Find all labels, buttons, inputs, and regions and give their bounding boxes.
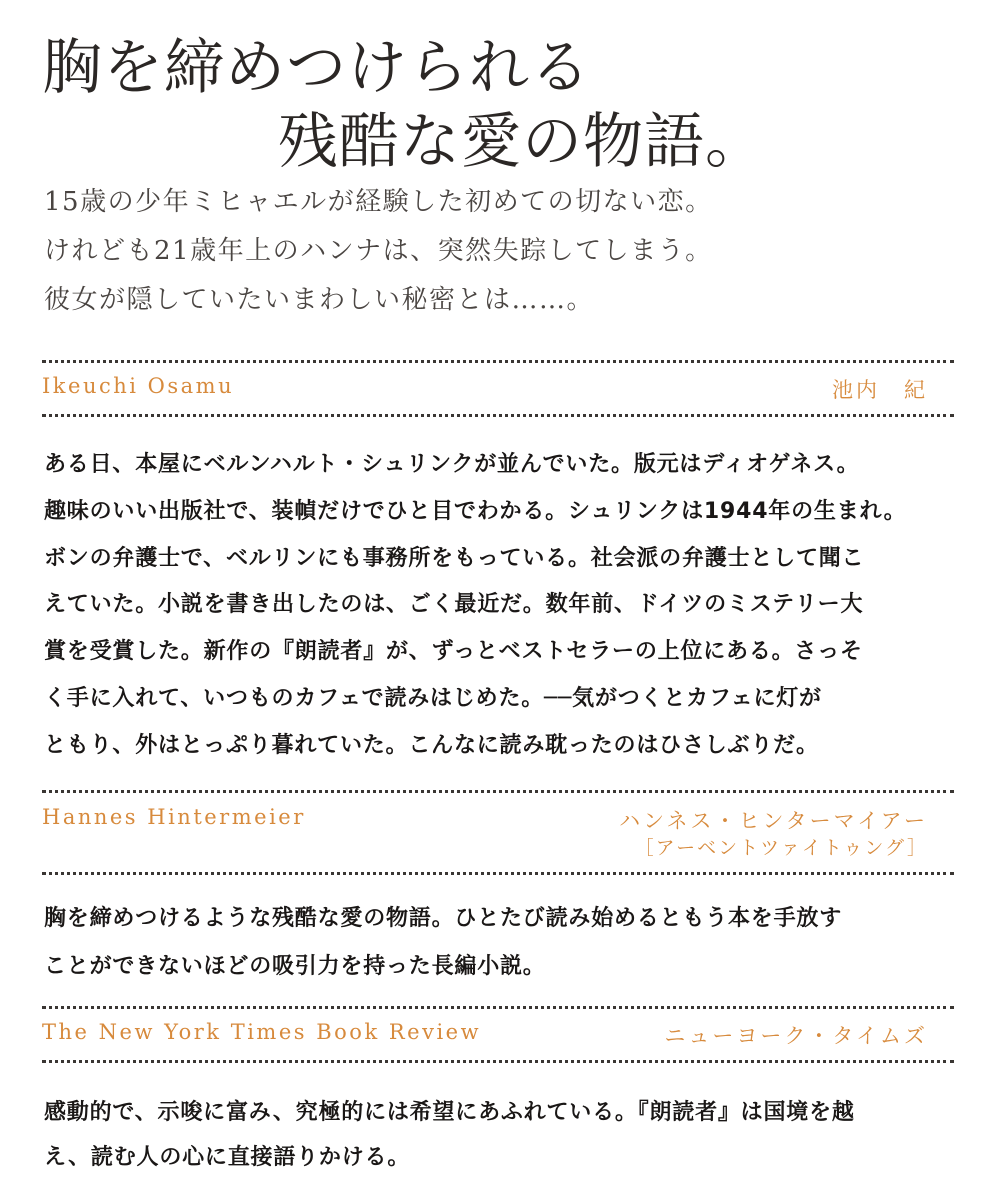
review-line: く手に入れて、いつものカフェで読みはじめた。──気がつくとカフェに灯が — [44, 685, 822, 711]
reviewer-name-en: The New York Times Book Review — [42, 1020, 482, 1044]
review-line: 賞を受賞した。新作の『朗読者』が、ずっとベストセラーの上位にある。さっそ — [44, 639, 863, 665]
review-line: 感動的で、示唆に富み、究極的には希望にあふれている。『朗読者』は国境を越 — [44, 1100, 855, 1125]
review-body — [44, 895, 954, 991]
reviewer-header — [42, 1020, 928, 1056]
review-body — [44, 442, 954, 770]
dotted-divider — [42, 1060, 954, 1063]
dotted-divider — [42, 360, 954, 363]
reviewer-publication: ［アーベントツァイトゥング］ — [634, 837, 928, 859]
review-line: えていた。小説を書き出したのは、ごく最近だ。数年前、ドイツのミステリー大 — [44, 592, 864, 618]
headline-line-2: 残酷な愛の物語。 — [278, 107, 766, 177]
review-line: ことができないほどの吸引力を持った長編小説。 — [44, 954, 546, 979]
review-line: ともり、外はとっぷり暮れていた。こんなに読み耽ったのはひさしぶりだ。 — [44, 732, 819, 758]
reviewer-header — [42, 374, 928, 410]
lead-paragraph — [44, 178, 944, 325]
reviewer-name-jp: ハンネス・ヒンターマイアー — [619, 809, 928, 833]
reviewer-name-en: Hannes Hintermeier — [42, 805, 306, 829]
headline-line-1: 胸を締めつけられる — [42, 33, 591, 103]
lead-line: けれども21歳年上のハンナは、突然失踪してしまう。 — [44, 236, 713, 266]
review-line: ある日、本屋にベルンハルト・シュリンクが並んでいた。版元はディオゲネス。 — [44, 452, 860, 477]
dotted-divider — [42, 790, 954, 793]
lead-line: 15歳の少年ミヒャエルが経験した初めての切ない恋。 — [44, 187, 713, 217]
dotted-divider — [42, 414, 954, 417]
review-body — [44, 1090, 954, 1180]
reviewer-header — [42, 805, 928, 865]
review-line: ボンの弁護士で、ベルリンにも事務所をもっている。社会派の弁護士として聞こ — [44, 545, 865, 571]
reviewer-name-jp: 池内 紀 — [832, 378, 928, 402]
review-line: 胸を締めつけるような残酷な愛の物語。ひとたび読み始めるともう本を手放す — [44, 906, 843, 931]
lead-line: 彼女が隠していたいまわしい秘密とは……。 — [44, 285, 595, 315]
review-line: 趣味のいい出版社で、装幀だけでひと目でわかる。シュリンクは1944年の生まれ。 — [44, 498, 907, 524]
reviewer-name-en: Ikeuchi Osamu — [42, 374, 235, 398]
reviewer-name-jp: ニューヨーク・タイムズ — [664, 1024, 928, 1048]
dotted-divider — [42, 1006, 954, 1009]
dotted-divider — [42, 872, 954, 875]
review-line: え、読む人の心に直接語りかける。 — [44, 1145, 411, 1170]
